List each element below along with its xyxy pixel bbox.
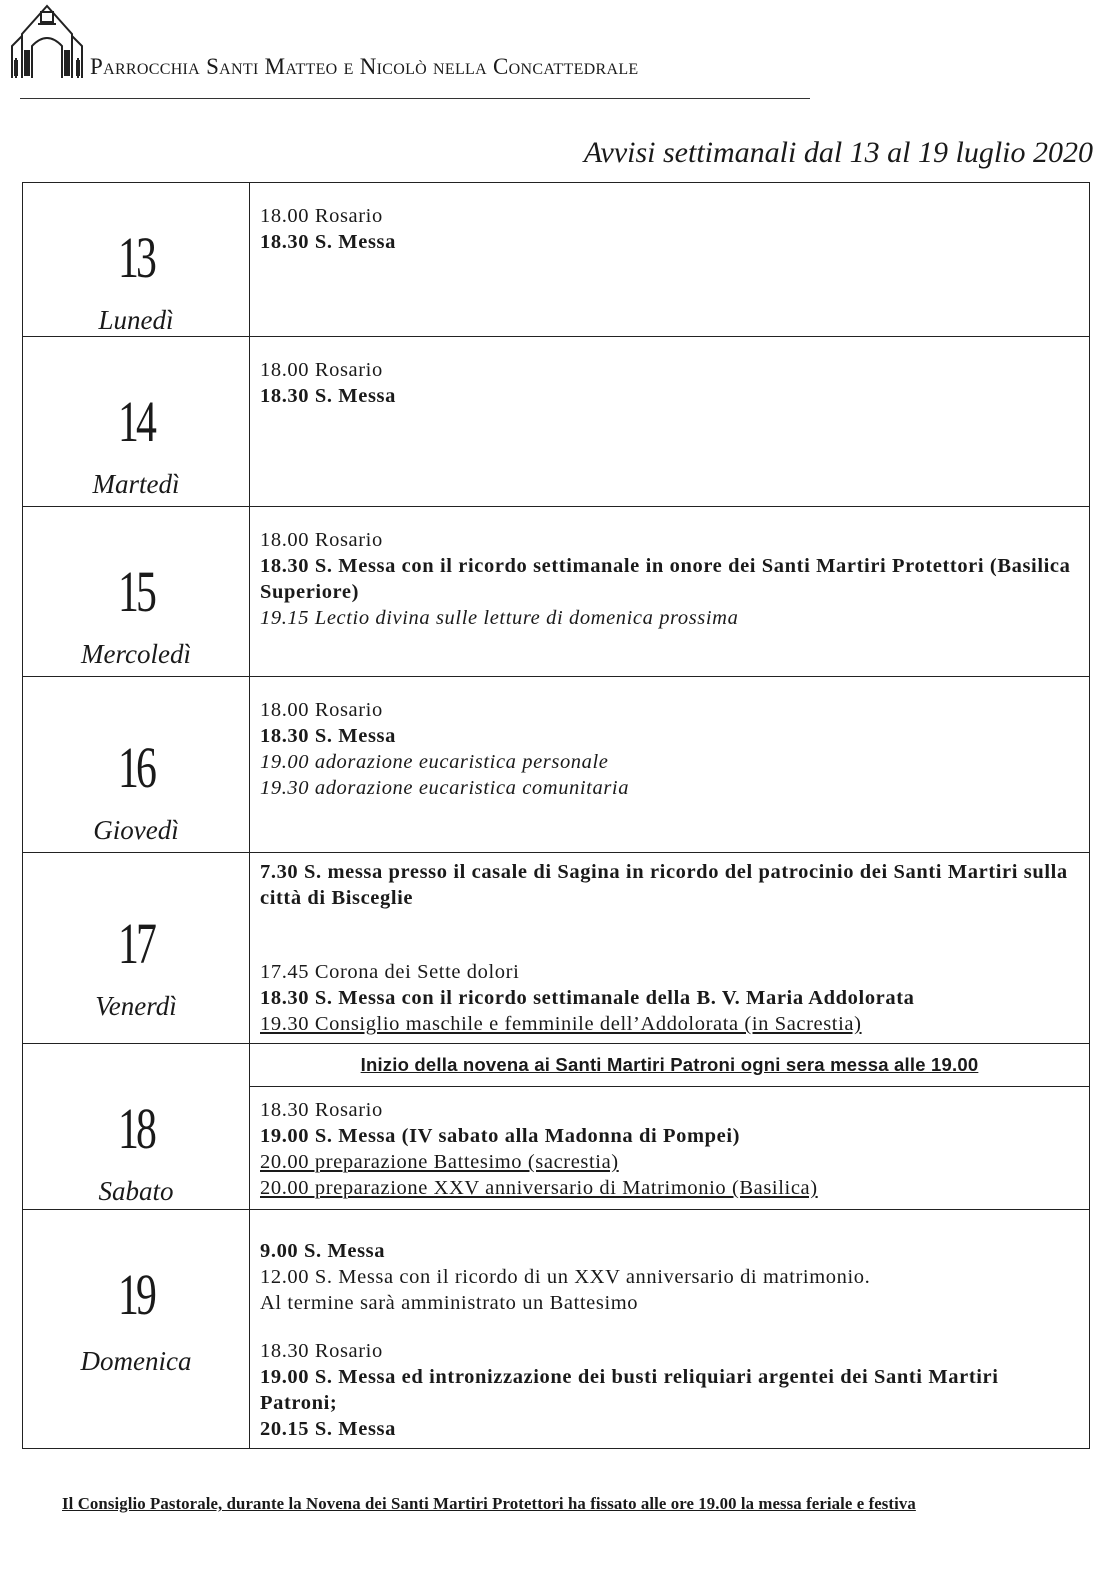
weekly-schedule-table bbox=[22, 182, 1090, 1449]
event-item: Al termine sarà amministrato un Battesimo bbox=[260, 1292, 639, 1314]
day-cell bbox=[23, 337, 250, 507]
event-item: 19.30 adorazione eucaristica comunitaria bbox=[260, 777, 630, 799]
event-item: 18.30 Rosario bbox=[260, 1099, 383, 1121]
event-item: 19.00 S. Messa ed intronizzazione dei busti reliquiari argentei dei Santi Martiri Patroni; bbox=[260, 1366, 999, 1414]
day-number: 18 bbox=[118, 1096, 154, 1161]
event-item: 18.00 Rosario bbox=[260, 205, 383, 227]
event-item: 18.30 Rosario bbox=[260, 1340, 383, 1362]
day-row bbox=[23, 677, 1090, 853]
event-item: 18.00 Rosario bbox=[260, 359, 383, 381]
event-item: 18.30 S. Messa bbox=[260, 231, 396, 253]
page-header bbox=[0, 0, 1113, 110]
cathedral-facade-icon bbox=[8, 0, 86, 80]
footer-note: Il Consiglio Pastorale, durante la Novena dei Santi Martiri Protettori ha fissato alle ore 19.00 la messa feriale e festiva bbox=[62, 1494, 916, 1513]
events-cell bbox=[250, 853, 1090, 1044]
event-item: 19.00 S. Messa (IV sabato alla Madonna di Pompei) bbox=[260, 1125, 741, 1147]
event-item: 18.30 S. Messa bbox=[260, 385, 396, 407]
day-name: Mercoledì bbox=[81, 639, 191, 669]
event-item: 20.15 S. Messa bbox=[260, 1418, 396, 1440]
day-name: Venerdì bbox=[95, 991, 177, 1021]
event-item: 19.00 adorazione eucaristica personale bbox=[260, 751, 609, 773]
event-item: 19.30 Consiglio maschile e femminile dell’Addolorata (in Sacrestia) bbox=[260, 1013, 862, 1035]
day-name: Martedì bbox=[92, 469, 180, 499]
day-row bbox=[23, 1210, 1090, 1449]
day-name: Giovedì bbox=[93, 815, 179, 845]
event-item: 7.30 S. messa presso il casale di Sagina in ricordo del patrocinio dei Santi Martiri sulla città di Bisceglie bbox=[260, 861, 1068, 909]
day-name: Lunedì bbox=[98, 305, 174, 335]
event-item: 18.00 Rosario bbox=[260, 529, 383, 551]
day-cell bbox=[23, 1044, 250, 1210]
day-number: 17 bbox=[118, 911, 154, 976]
event-item: 18.30 S. Messa bbox=[260, 725, 396, 747]
events-cell bbox=[250, 1210, 1090, 1449]
day-row bbox=[23, 183, 1090, 337]
parish-name: Parrocchia Santi Matteo e Nicolò nella Concattedrale bbox=[90, 54, 639, 79]
day-number: 14 bbox=[118, 389, 154, 454]
event-item: 20.00 preparazione Battesimo (sacrestia) bbox=[260, 1151, 619, 1173]
events-cell bbox=[250, 183, 1090, 337]
day-cell bbox=[23, 853, 250, 1044]
novena-banner: Inizio della novena ai Santi Martiri Patroni ogni sera messa alle 19.00 bbox=[250, 1048, 1089, 1087]
day-cell bbox=[23, 507, 250, 677]
events-cell bbox=[250, 1044, 1090, 1210]
events-cell bbox=[250, 677, 1090, 853]
day-cell bbox=[23, 183, 250, 337]
event-item: 17.45 Corona dei Sette dolori bbox=[260, 961, 520, 983]
day-row bbox=[23, 1044, 1090, 1210]
day-row bbox=[23, 853, 1090, 1044]
event-item: 18.30 S. Messa con il ricordo settimanale della B. V. Maria Addolorata bbox=[260, 987, 915, 1009]
day-name: Domenica bbox=[80, 1346, 192, 1376]
day-row bbox=[23, 507, 1090, 677]
day-row bbox=[23, 337, 1090, 507]
event-item: 9.00 S. Messa bbox=[260, 1240, 386, 1262]
day-number: 16 bbox=[118, 735, 154, 800]
day-number: 19 bbox=[118, 1262, 154, 1327]
header-divider bbox=[20, 98, 810, 99]
day-number: 15 bbox=[118, 559, 154, 624]
day-cell bbox=[23, 677, 250, 853]
event-item: 18.30 S. Messa con il ricordo settimanale in onore dei Santi Martiri Protettori (Basilica Superiore) bbox=[260, 555, 1071, 603]
event-item: 20.00 preparazione XXV anniversario di Matrimonio (Basilica) bbox=[260, 1177, 818, 1199]
events-cell bbox=[250, 337, 1090, 507]
day-cell bbox=[23, 1210, 250, 1449]
event-item: 12.00 S. Messa con il ricordo di un XXV anniversario di matrimonio. bbox=[260, 1266, 871, 1288]
notice-title: Avvisi settimanali dal 13 al 19 luglio 2020 bbox=[583, 136, 1093, 169]
event-item: 19.15 Lectio divina sulle letture di domenica prossima bbox=[260, 607, 739, 629]
event-item: 18.00 Rosario bbox=[260, 699, 383, 721]
day-name: Sabato bbox=[98, 1176, 174, 1206]
events-cell bbox=[250, 507, 1090, 677]
day-number: 13 bbox=[118, 225, 154, 290]
